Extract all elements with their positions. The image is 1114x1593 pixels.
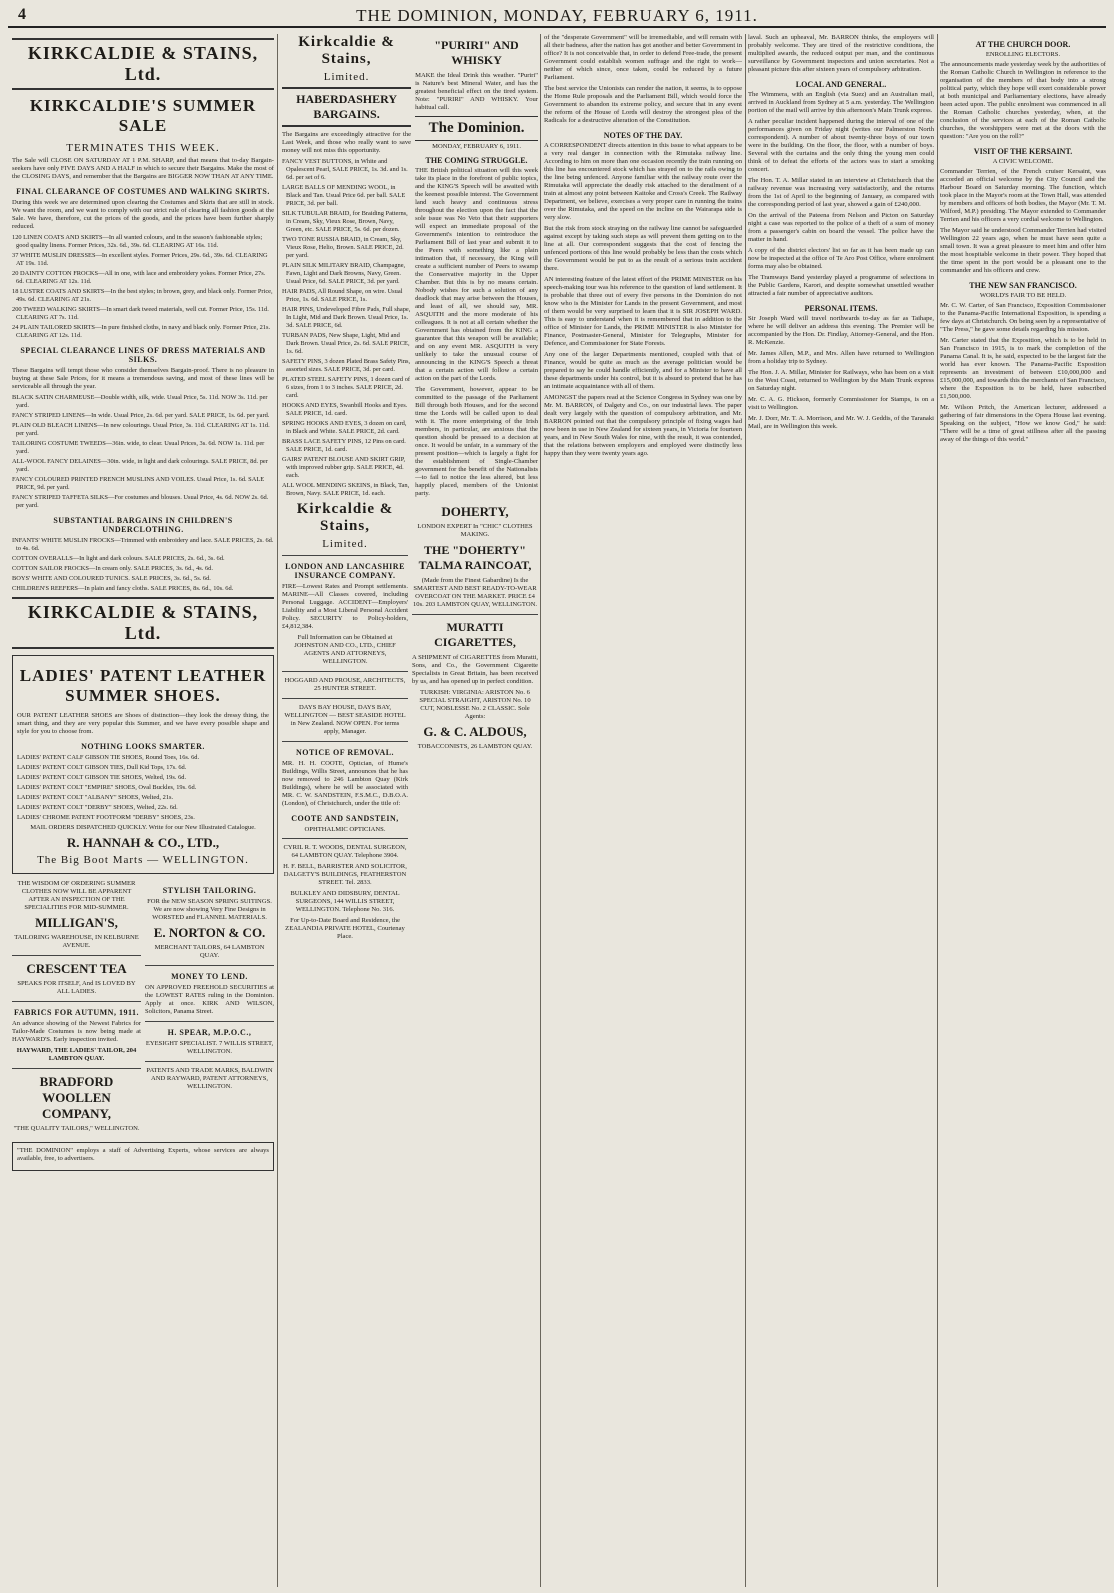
notes-text-2: But the risk from stock straying on the railway line cannot be safeguarded against except by taking such steps as will prevent them getting on to the line at all. Our correspondent suggests that the cost of fencing the unfenced portions of this line would probably be less than the costs which the Government would be put to as the result of a serious train accident there. (544, 225, 742, 272)
list-item: 18 LUSTRE COATS AND SKIRTS—In the best styles; in brown, grey, and black only. Former Price, 49s. 6d. CLEARING AT 21s. (12, 288, 273, 303)
column-rule (745, 34, 746, 1587)
aldous-sub: TOBACCONISTS, 26 LAMBTON QUAY. (417, 743, 533, 750)
san-francisco-text-2: Mr. Carter stated that the Exposition, which is to be held in San Francisco in 1915, is to mark the completion of the Panama Canal. It is, he said, expected to be the largest fair the world has ever known. The Panama-Pacific Exposition represents an investment of between £10,000,000 and £15,000,000, and towards this the merchants of San Francisco, where the Exposition is to be held, have subscribed £1,500,000. (940, 337, 1106, 400)
list-item: 24 PLAIN TAILORED SKIRTS—In pure finished cloths, in navy and black only. Former Price, 21s. CLEARING AT 12s. 11d. (12, 324, 271, 339)
dress-heading: SPECIAL CLEARANCE LINES OF DRESS MATERIALS AND SILKS. (20, 346, 266, 364)
dominion-date: MONDAY, FEBRUARY 6, 1911. (432, 143, 521, 150)
column-5 (940, 34, 1106, 1587)
milligan-sub: TAILORING WAREHOUSE, IN KELBURNE AVENUE. (14, 934, 139, 949)
list-item: HAIR PINS, Undeveloped Fibre Pads, Full shape, In Light, Mid and Dark Brown. Usual Price, 1s. 3d. SALE PRICE, 6d. (282, 306, 411, 329)
clearance-heading: FINAL CLEARANCE OF COSTUMES AND WALKING SKIRTS. (16, 187, 270, 196)
sale-title: KIRKCALDIE'S SUMMER SALE (29, 96, 257, 135)
column-rule (937, 34, 938, 1587)
bradford-sub: "THE QUALITY TAILORS," WELLINGTON. (13, 1125, 140, 1132)
list-item: LADIES' PATENT COLT GIBSON TIES, Dull Kid Tops, 17s. 6d. (17, 764, 187, 771)
hayward-heading: FABRICS FOR AUTUMN, 1911. (13, 1008, 140, 1017)
personal-text-3: The Hon. J. A. Millar, Minister for Railways, who has been on a visit to the West Coast, returned to Wellington by the Main Trunk express on Saturday night. (748, 369, 934, 392)
list-item: PLAIN SILK MILITARY BRAID, Champagne, Fawn, Light and Dark Browns, Navy, Green. Usual Price, 6d. SALE PRICE, 3d. per yard. (282, 262, 406, 285)
notes-text: A CORRESPONDENT directs attention in this issue to what appears to be a very real danger in connection with the Rimutaka railway line. According to him on more than one occasion recently the train running on this line has encountered stock which has strayed on to the rails owing to the line being unfenced. Anyone familiar with the railway route over the Rimutaka will appreciate the deadly risk attached to the derailment of a train at almost any point between Kaitoke and Cross's Creek. The Railway Department, we believe, exercises a very proper care in running the trains over the Rimutaka, and the speed on the incline on the Wairarapa side is very slow. (544, 142, 742, 221)
column-2 (282, 34, 538, 1587)
milligan-name: MILLIGAN'S, (35, 915, 118, 930)
list-item: HAIR PADS, All Round Shape, on wire. Usual Price, 1s. 6d. SALE PRICE, 1s. (282, 288, 403, 303)
list-item: HOOKS AND EYES, Swanbill Hooks and Eyes. SALE PRICE, 1d. card. (282, 402, 408, 417)
list-item: LADIES' PATENT COLT GIBSON TIE SHOES, Welted, 19s. 6d. (17, 774, 187, 781)
list-item: FANCY VEST BUTTONS, in White and Opalescent Pearl, SALE PRICE, 1s. 3d. and 1s. 6d. per set of 6. (282, 158, 408, 181)
divider (282, 698, 408, 699)
list-item: BLACK SATIN CHARMEUSE—Double width, silk, wide. Usual Price, 5s. 11d. NOW 3s. 11d. per yard. (12, 394, 268, 409)
divider (282, 555, 408, 556)
coote-sub: OPHTHALMIC OPTICIANS. (304, 826, 386, 833)
doherty-sub: LONDON EXPERT In "CHIC" CLOTHES MAKING. (417, 523, 533, 538)
list-item: LADIES' PATENT COLT "ALBANY" SHOES, Welted, 21s. (17, 794, 174, 801)
aldous-name: G. & C. ALDOUS, (423, 724, 527, 739)
sale-subtitle: TERMINATES THIS WEEK. (66, 142, 220, 154)
notes-heading: NOTES OF THE DAY. (603, 131, 683, 140)
firm-header: Kirkcaldie & Stains, (296, 501, 394, 534)
list-item: SAFETY PINS, 3 dozen Plated Brass Safety Pins, assorted sizes. SALE PRICE, 3d. per card. (282, 358, 411, 373)
haberdashery-heading: HABERDASHERY BARGAINS. (282, 87, 411, 127)
divider (12, 955, 141, 956)
kersaint-sub: A CIVIC WELCOME. (992, 158, 1054, 165)
san-francisco-sub: WORLD'S FAIR TO BE HELD. (979, 292, 1067, 299)
personal-text-5: Mr. J. Dorr, Mr. T. A. Morrison, and Mr. W. J. Geddis, of the Taranaki Mail, are in Wellington this week. (748, 415, 934, 430)
list-item: LADIES' PATENT COLT "EMPIRE" SHOES, Oval Buckles, 19s. 6d. (17, 784, 197, 791)
column-3 (544, 34, 742, 1587)
dominion-note: "THE DOMINION" employs a staff of Advertising Experts, whose services are always available, free, to advertisers. (17, 1147, 269, 1162)
hoggard-ad: HOGGARD AND PROUSE, ARCHITECTS, 25 HUNTER STREET. (284, 677, 406, 692)
list-item: ALL WOOL MENDING SKEINS, in Black, Tan, Brown, Navy. SALE PRICE, 1d. each. (282, 482, 410, 497)
clearance-text: During this week we are determined upon clearing the Costumes and Skirts that are still in stock. We want the room, and we want to comply with our strict rule of clearing all fashion goods at the Sale. We have, therefore, cut the prices of the goods, and the prices have been further sharply reduced. (12, 199, 274, 230)
editorial-column (415, 34, 538, 501)
divider (282, 838, 408, 839)
norton-name: E. NORTON & CO. (153, 925, 266, 940)
norton-sub: MERCHANT TAILORS, 64 LAMBTON QUAY. (154, 944, 265, 959)
divider (145, 965, 274, 966)
column-4 (748, 34, 934, 1587)
coote-name: COOTE AND SANDSTEIN, (291, 814, 399, 823)
local-heading: LOCAL AND GENERAL. (795, 80, 887, 89)
list-item: SILK TUBULAR BRAID, for Braiding Patterns, in Cream, Sky, Vieux Rose, Brown, Navy, Green, etc. SALE PRICE, 5s. 6d. per dozen. (282, 210, 408, 233)
insurance-footer: Full Information can be Obtained at JOHNSTON AND CO., LTD., CHIEF AGENTS AND ATTORNEYS, WELLINGTON. (294, 634, 396, 665)
hayward-address: HAYWARD, THE LADIES' TAILOR, 204 LAMBTON QUAY. (16, 1047, 137, 1062)
insurance-heading: LONDON AND LANCASHIRE INSURANCE COMPANY. (285, 562, 405, 580)
puriri-text: MAKE the Ideal Drink this weather. "Puriri" is Nature's best Mineral Water, and has the greatest beneficial effect on the tired system. Note: "PURIRI" AND WHISKY. Your habitual call. (415, 72, 538, 111)
stylish-heading: STYLISH TAILORING. (162, 886, 257, 895)
notes-text-5: AMONGST the papers read at the Science Congress in Sydney was one by Mr. M. BARRON, of Dalgety and Co., on our industrial laws. The paper dealt very largely with the question of compulsory arbitration, and Mr. BARRON pointed out that the compulsory principle of fixing wages had now been in use in New Zealand for sixteen years, in Victoria for fourteen years, and in New South Wales for nine, with the result, it was contended, that the relations between employers and employed were distinctly less happy than they were twenty years ago. (544, 394, 742, 457)
column-rule (277, 34, 278, 1587)
muratti-text: A SHIPMENT of CIGARETTES from Muratti, Sons, and Co., the Government Cigarette Specialists in Great Britain, has been received by us, and has opened up in perfect condition. (412, 654, 538, 685)
woods-ad: CYRIL R. T. WOODS, DENTAL SURGEON, 64 LAMBTON QUAY. Telephone 3904. (283, 844, 407, 859)
list-item: PLAIN OLD BLEACH LINENS—In new colourings. Usual Price, 3s. 11d. CLEARING AT 1s. 11d. per yard. (12, 422, 270, 437)
divider (412, 614, 538, 615)
haberdashery-text: The Bargains are exceedingly attractive for the Last Week, and those who really want to save money will not miss this opportunity. (282, 131, 412, 154)
local-text-4: On the arrival of the Pateena from Nelson and Picton on Saturday night a case was reported to the police of a theft of a sum of money from a passenger's cabin on board the vessel. The police have the matter in hand. (748, 212, 934, 243)
editorial-continued: of the "desperate Government" will be irremediable, and will remain with all their badness, after the nation has got another and better Government in office? It is not conceivable that, in order to defend Free-trade, the present Government could establish women suffrage and the right to work—neither of which since, once taken, could be reduced by a future Parliament. (544, 34, 742, 81)
firm-sub: Limited. (322, 538, 368, 550)
personal-text-2: Mr. James Allen, M.P., and Mrs. Allen have returned to Wellington from a holiday trip to Sydney. (748, 350, 934, 365)
masthead (8, 6, 1106, 28)
small-ads-right (145, 880, 274, 1136)
list-item: SPRING HOOKS AND EYES, 3 dozen on card, in Black and White. SALE PRICE, 2d. card. (282, 420, 407, 435)
local-text-2: A rather peculiar incident happened during the interval of one of the performances given on Friday night (writes our Palmerston North correspondent). A number of about twenty-three boys of our town were in the building. On the floor, the floor, with a number of boys. Several with the curtains and the only thing the young men could think of to defeat the efforts of the actors was to start a smoking concert. (748, 118, 934, 173)
list-item: BOYS' WHITE AND COLOURED TUNICS. SALE PRICES, 3s. 6d., 5s. 6d. (12, 575, 211, 582)
list-item: COTTON SAILOR FROCKS—In cream only. SALE PRICES, 3s. 6d., 4s. 6d. (12, 565, 213, 572)
list-item: 37 WHITE MUSLIN DRESSES—In excellent styles. Former Prices, 29s. 6d., 39s. 6d. CLEARING AT 19s. 11d. (12, 252, 268, 267)
insurance-text: FIRE—Lowest Rates and Prompt settlements. MARINE—All Classes covered, including Personal Luggage. ACCIDENT—Employers' Liability and a Most Liberal Personal Accident Policy. SECURITY to Policy-holders, £4,812,384. (282, 583, 408, 630)
firm-header: Kirkcaldie & Stains, (298, 34, 395, 67)
church-text: The announcements made yesterday week by the authorities of the Roman Catholic Church in Wellington in reference to the organisation of the members of that body into a strong political party, which they hope will exert considerable power at both municipal and Parliamentary elections, have already been acted upon. The public enrolment was commenced in all the Roman Catholic churches yesterday, when, at the conclusion of the services at each of the Roman Catholic churches, the worshippers were met at the doors with the question: "Are you on the roll?" (940, 61, 1106, 140)
muratti-list: TURKISH: VIRGINIA: ARISTON No. 6 SPECIAL STRAIGHT, ARISTON No. 10 CUT, NOBLESSE No. 2 CLASSIC. Sole Agents: (419, 689, 531, 720)
milligan-text: THE WISDOM OF ORDERING SUMMER CLOTHES NOW WILL BE APPARENT AFTER AN INSPECTION OF THE SPECIALITIES FOR MID-SUMMER. (17, 880, 136, 911)
money-heading: MONEY TO LEND. (171, 972, 248, 981)
shoe-ad (12, 655, 274, 874)
local-text-6: The Tramways Band yesterday played a programme of selections in the Public Gardens, Karori, and despite somewhat unsettled weather attracted a fair number of appreciative auditors. (748, 274, 934, 297)
small-ads (12, 880, 274, 1136)
masthead-title: THE DOMINION, MONDAY, FEBRUARY 6, 1911. (356, 6, 758, 25)
column-rule (540, 34, 541, 1587)
firm-header-2: KIRKCALDIE & STAINS, Ltd. (12, 597, 274, 649)
list-item: GAIRS' PATENT BLOUSE AND SKIRT GRIP, with improved rubber grip. SALE PRICE, 4d. each. (282, 456, 406, 479)
bell-ad: H. F. BELL, BARRISTER AND SOLICITOR, DALGETY'S BUILDINGS, FEATHERSTON STREET. Tel. 2833. (283, 863, 407, 886)
column-2-top (282, 34, 538, 501)
firm-header: KIRKCALDIE & STAINS, Ltd. (12, 38, 274, 90)
church-heading: AT THE CHURCH DOOR. (975, 40, 1071, 49)
san-francisco-text: Mr. C. W. Carter, of San Francisco, Exposition Commissioner to the Panama-Pacific International Exposition, is spending a few days at Christchurch. On being seen by a representative of "The Press," he gave some details regarding his mission. (940, 302, 1106, 333)
struggle-heading: THE COMING STRUGGLE. (425, 156, 528, 165)
san-francisco-text-3: Mr. Wilson Pritch, the American lecturer, addressed a gathering of fair dimensions in the Opera House last evening. Speaking on the subject, "How we know God," he said: "There will be a time of great stillness after all the passing away of the things of this world." (940, 404, 1106, 443)
personal-text: Sir Joseph Ward will travel northwards to-day as far as Taihape, where he will deliver an address this evening. The Premier will be accompanied by the Hon. Dr. Findlay, Attorney-General, and the Hon. R. McKenzie. (748, 315, 934, 346)
hannah-sub: The Big Boot Marts — WELLINGTON. (37, 854, 249, 866)
divider (282, 671, 408, 672)
san-francisco-heading: THE NEW SAN FRANCISCO. (969, 281, 1077, 290)
doherty-name: DOHERTY, (441, 504, 509, 519)
list-item: LADIES' PATENT CALF GIBSON TIE SHOES, Round Toes, 16s. 6d. (17, 754, 200, 761)
kersaint-text-2: The Mayor said he understood Commander Terrien had visited Wellington 22 years ago, when he must have seen quite a small town. It was a great pleasure to meet him and offer him the most hospitable welcome in their power. They hoped that the time spent in the port would be a pleasant one to the commander and his officers and crew. (940, 227, 1106, 274)
dental-ad: BULKLEY AND DIDSBURY, DENTAL SURGEONS, 144 WILLIS STREET, WELLINGTON. Telephone No. 316. (290, 890, 400, 913)
local-text-5: A copy of the district electors' list so far as it has been made up can now be inspected at the office of Te Aro Post Office, where enrolment forms may also be obtained. (748, 247, 934, 270)
struggle-text: THE British political situation will this week take its place in the forefront of public topics, and the KING'S Speech will be awaited with the keenest possible interest. The Government land such heavy and continuous stress throughout the election upon the fact that the sole issue was No Veto that their supporters will expect an immediate proposal of the Government's intention to reintroduce the Parliament Bill of last year and submit it to the Peers with something like a plain intimation that, if necessary, the King will create a sufficient number of Peers to swamp the Conservative majority in the Upper Chamber. But this is by no means certain. Nobody wishes for such a solution of any deadlock that may arise between the Houses, and least of all, we should say, MR. ASQUITH and the more moderate of his colleagues. It is not at all certain whether the Government has obtained from the KING a guarantee that this weapon will be available; and on any event MR. ASQUITH is very unlikely to take the unusual course of announcing in the KING'S Speech a threat that a certain action will follow a certain action on the part of the Lords. (415, 167, 538, 382)
hannah-name: R. HANNAH & CO., LTD., (66, 835, 220, 850)
notes-text-4: Any one of the larger Departments mentioned, coupled with that of Finance, would be quite as much as the average politician would be prepared to say he could handle efficiently, and for a Minister to have all these departments under his control, but it is absurd to pretend that he has an intimate acquaintance with all of them. (544, 351, 742, 390)
small-ads-left (12, 880, 141, 1136)
list-item: LADIES' PATENT COLT "DERBY" SHOES, Welted, 22s. 6d. (17, 804, 178, 811)
shoe-heading: NOTHING LOOKS SMARTER. (81, 742, 205, 751)
personal-text-4: Mr. C. A. G. Hickson, formerly Commissioner for Stamps, is on a visit to Wellington. (748, 396, 934, 411)
divider (145, 1061, 274, 1062)
column-1 (12, 34, 274, 1587)
article-continued: laval. Such an upheaval, Mr. BARRON thinks, the employers will probably welcome. They are tired of the restrictive conditions, the multiplied awards, the reduced output per man, and the continuous surveillance by Government inspectors and union secretaries. Not a pleasant picture this after sixteen years of compulsory arbitration. (748, 34, 934, 73)
list-item: 20 DAINTY COTTON FROCKS—All in one, with lace and embroidery yokes. Former Price, 27s. 6d. CLEARING AT 12s. 11d. (12, 270, 266, 285)
list-item: LARGE BALLS OF MENDING WOOL, in Black and Tan. Usual Price 6d. per ball. SALE PRICE, 3d. per ball. (282, 184, 406, 207)
days-bay-ad: DAYS BAY HOUSE, DAYS BAY, WELLINGTON — BEST SEASIDE HOTEL in New Zealand. NOW OPEN. For terms apply, Manager. (284, 704, 406, 735)
editorial-continued-2: The best service the Unionists can render the nation, it seems, is to oppose the Home Rule proposals and the Parliament Bill, which would force the Government to abandon its extreme policy, and secure that in any event the reform of the House of Lords will destroy the strongest plea of the Radicals for a destructive alteration of the Constitution. (544, 85, 742, 124)
doherty-coat-sub: (Made from the Finest Gabardine) Is the SMARTEST AND BEST READY-TO-WEAR OVERCOAT ON THE MARKET. PRICE £4 10s. 203 LAMBTON QUAY, WELLINGTON. (412, 577, 537, 608)
list-item: PLATED STEEL SAFETY PINS, 1 dozen card of 6 sizes, from 1 to 3 inches. SALE PRICE, 2d. card. (282, 376, 411, 399)
stylish-text: FOR the NEW SEASON SPRING SUITINGS. We are now showing Very Fine Designs in WORSTED and FLANNEL MATERIALS. (147, 898, 272, 921)
personal-heading: PERSONAL ITEMS. (804, 304, 878, 313)
firm-sub: Limited. (323, 71, 370, 83)
divider (12, 1001, 141, 1002)
notice-text: MR. H. H. COOTE, Optician, of Hume's Buildings, Willis Street, announces that he has now removed to 246 Lambton Quay (Kirk Buildings), where he will be associated with MR. C. W. SANDSTEIN, F.S.M.C., D.B.O.A. (London), of Christchurch, under the title of: (282, 760, 408, 807)
insurance-ads (282, 501, 408, 944)
list-item: TURBAN PADS, New Shape, Light, Mid and Dark Brown. Usual Price, 2s. 6d. SALE PRICE, 1s. 6d. (282, 332, 410, 355)
shoe-text: OUR PATENT LEATHER SHOES are Shoes of distinction—they look the dressy thing, the smart thing, and they are very popular this Summer, and we have every possible shape and style for you to choose from. (17, 712, 269, 735)
list-item: 120 LINEN COATS AND SKIRTS—In all wanted colours, and in the season's fashionable styles; good quality linens. Former Prices, 32s. 6d., 39s. 6d. CLEARING AT 16s. 11d. (12, 234, 263, 249)
list-item: FANCY STRIPED TAFFETA SILKS—For costumes and blouses. Usual Price, 4s. 6d. NOW 2s. 6d. per yard. (12, 494, 269, 509)
list-item: LADIES' CHROME PATENT FOOTFORM "DERBY" SHOES, 23s. (17, 814, 195, 821)
notes-text-3: AN interesting feature of the latest effort of the PRIME MINISTER on his speech-making tour was his reference to the question of land settlement. It is probable that three out of every five persons in the Dominion do not know who is the Minister for Lands in the present Government, and most of them would be very surprised to learn that it is SIR JOSEPH WARD. This is easy to understand when it is remembered that in addition to the office of Minister for Lands, the PRIME MINISTER is also Minister for Finance, Postmaster-General, Minister for Telegraphs, Minister for Defence, and Commissioner for State Forests. (544, 276, 742, 347)
hayward-text: An advance showing of the Newest Fabrics for Tailor-Made Costumes is now being made at HAYWARD'S. Early inspection invited. (12, 1020, 141, 1043)
zealandia-ad: For Up-to-Date Board and Residence, the ZEALANDIA PRIVATE HOTEL, Courtenay Place. (285, 917, 405, 940)
divider (145, 1021, 274, 1022)
local-text: The Wimmera, with an English (via Suez) and an Australian mail, arrived in Auckland from Sydney at 5 a.m. yesterday. The Wellington portion of the mail will arrive by this afternoon's Main Trunk express. (748, 91, 934, 114)
list-item: INFANTS' WHITE MUSLIN FROCKS—Trimmed with embroidery and lace. SALE PRICES, 2s. 6d. to 4s. 6d. (12, 537, 274, 552)
puriri-heading: "PURIRI" AND WHISKY (434, 38, 519, 67)
sale-text: The Sale will CLOSE ON SATURDAY AT 1 P.M. SHARP, and that means that to-day Bargain-seekers have only FIVE DAYS AND A HALF in which to secure their Bargains. Make the most of the CLOSING DAYS, and remember that the Bargains are BIGGER NOW THAN AT ANY TIME. (12, 157, 274, 180)
column-2-bottom (282, 501, 538, 944)
crescent-sub: SPEAKS FOR ITSELF, And IS LOVED BY ALL LADIES. (17, 980, 136, 995)
list-item: BRASS LACE SAFETY PINS, 12 Pins on card. SALE PRICE, 1d. card. (282, 438, 406, 453)
list-item: CHILDREN'S REEFERS—In plain and fancy cloths. SALE PRICES, 8s. 6d., 10s. 6d. (12, 585, 234, 592)
struggle-text-2: The Government, however, appear to be committed to the passage of the Parliament Bill through both Houses, and for the second time the Lords will be called upon to deal with it. The more enterprising of the Irish members, in particular, are anxious that the question should be pressed to a decision at once. It would be unfair, in a summary of the present position—which is largely a fight for the establishment of Single-Chamber government for the benefit of the Nationalists—to fail to notice the less altered, but less happily placed, members of the Unionist party. (415, 386, 538, 497)
doherty-ads (412, 501, 538, 944)
children-heading: SUBSTANTIAL BARGAINS IN CHILDREN'S UNDERCLOTHING. (53, 516, 233, 534)
list-item: FANCY STRIPED LINENS—In wide. Usual Price, 2s. 6d. per yard. SALE PRICE, 1s. 6d. per yard. (12, 412, 270, 419)
notice-heading: NOTICE OF REMOVAL. (295, 748, 395, 757)
money-text: ON APPROVED FREEHOLD SECURITIES at the LOWEST RATES ruling in the Dominion. Apply at once. KIRK AND WILSON, Solicitors, Panama Street. (145, 984, 274, 1015)
list-item: TAILORING COSTUME TWEEDS—36in. wide, to clear. Usual Prices, 3s. 6d. NOW 1s. 11d. per yard. (12, 440, 265, 455)
spear-name: H. SPEAR, M.P.O.C., (167, 1028, 252, 1037)
kersaint-heading: VISIT OF THE KERSAINT. (973, 147, 1073, 156)
divider (282, 741, 408, 742)
bradford-name: BRADFORD WOOLLEN COMPANY, (39, 1074, 114, 1121)
dominion-title: The Dominion. (415, 116, 538, 141)
shoe-title: LADIES' PATENT LEATHER SUMMER SHOES. (19, 666, 267, 705)
crescent-name: CRESCENT TEA (26, 961, 127, 976)
list-item: TWO TONE RUSSIA BRAID, in Cream, Sky, Vieux Rose, Helio, Brown. SALE PRICE, 2d. per yard. (282, 236, 404, 259)
list-item: COTTON OVERALLS—In light and dark colours. SALE PRICES, 2s. 6d., 3s. 6d. (12, 555, 225, 562)
church-sub: ENROLLING ELECTORS. (985, 51, 1061, 58)
dominion-note-box (12, 1142, 274, 1171)
kersaint-text: Commander Terrien, of the French cruiser Kersaint, was accorded an official welcome by the City Council and the Harbour Board on Saturday morning. The function, which took place in the Mayor's room at the Town Hall, was attended by members and officers of both bodies, the Mayor (Mr. T. M. Wilford, M.P.) presiding. The Mayor extended to Commander Terrien and his officers a very cordial welcome to Wellington. (940, 168, 1106, 223)
haberdashery-ad (282, 34, 411, 501)
muratti-heading: MURATTI CIGARETTES, (434, 620, 516, 649)
doherty-coat: THE "DOHERTY" TALMA RAINCOAT, (418, 543, 532, 572)
list-item: FANCY COLOURED PRINTED FRENCH MUSLINS AND VOILES. Usual Price, 1s. 6d. SALE PRICE, 9d. per yard. (12, 476, 265, 491)
page-number: 4 (18, 6, 26, 23)
divider (12, 1068, 141, 1069)
patents-text: PATENTS AND TRADE MARKS, BALDWIN AND RAYWARD, PATENT ATTORNEYS, WELLINGTON. (146, 1067, 273, 1090)
shoe-footer: MAIL ORDERS DISPATCHED QUICKLY. Write for our New Illustrated Catalogue. (30, 824, 256, 831)
list-item: ALL-WOOL FANCY DELAINES—30in. wide, in light and dark colourings. SALE PRICE, 8d. per yard. (12, 458, 268, 473)
local-text-3: The Hon. T. A. Millar stated in an interview at Christchurch that the railway revenue was increasing very satisfactorily, and the returns from the 1st of April to the beginning of January, as compared with the corresponding period of last year, showed a gain of £240,000. (748, 177, 934, 208)
dress-text: These Bargains will tempt those who consider themselves Bargain-proof. There is no pleasure in buying at these Sale Prices, for it means a tremendous saving, and most of these lines will be serviceable all through the year. (12, 367, 274, 390)
spear-sub: EYESIGHT SPECIALIST. 7 WILLIS STREET, WELLINGTON. (145, 1040, 274, 1055)
list-item: 200 TWEED WALKING SKIRTS—In smart dark tweed materials, well cut. Former Price, 15s. 11d. CLEARING AT 7s. 11d. (12, 306, 269, 321)
